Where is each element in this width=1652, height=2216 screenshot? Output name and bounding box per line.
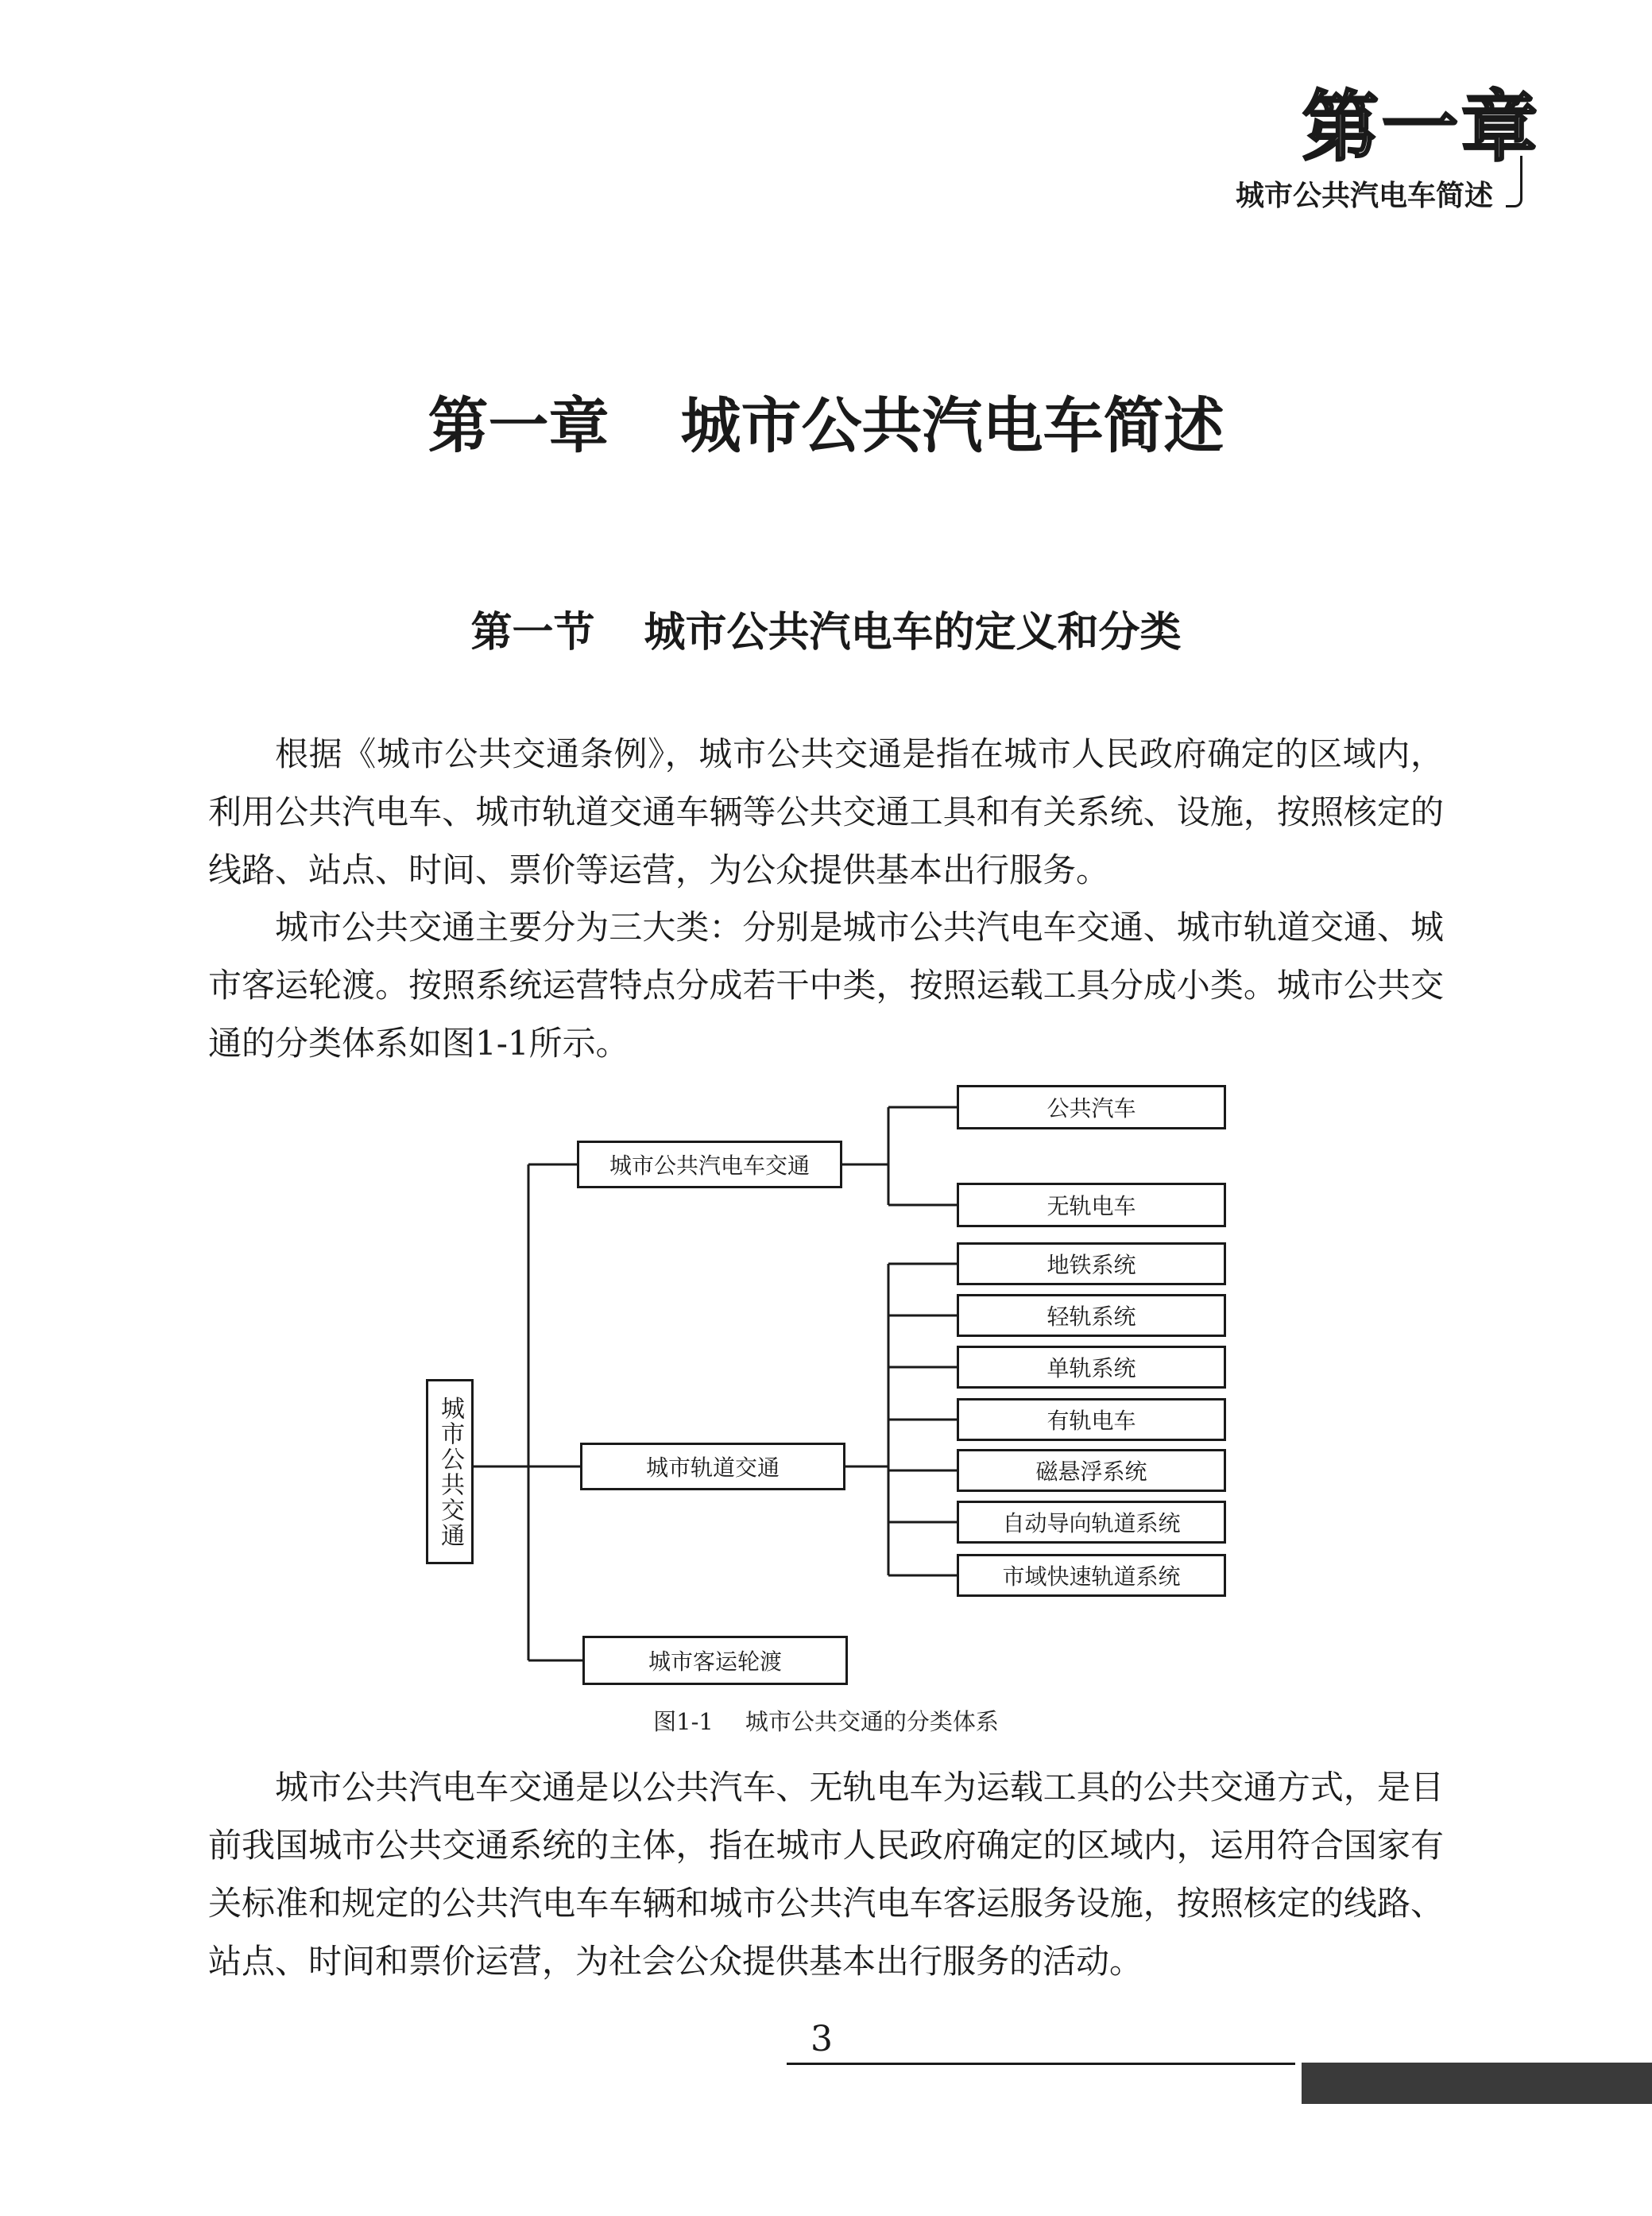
figure-caption-text: 城市公共交通的分类体系 [745,1708,999,1735]
figure-caption [0,1704,1652,1737]
diagram-leaf-box: 无轨电车 [957,1183,1226,1227]
diagram-leaf-box: 地铁系统 [957,1242,1226,1285]
page-number: 3 [811,2019,833,2059]
chapter-title: 城市公共汽电车简述 [680,390,1224,461]
body-paragraph-2: 城市公共交通主要分为三大类：分别是城市公共汽电车交通、城市轨道交通、城市客运轮渡。按照系统运营特点分成若干中类，按照运载工具分成小类。城市公共交通的分类体系如图1-1所示。 [208,908,1444,1063]
header-bracket-decoration [1506,156,1522,207]
chapter-number: 第一章 [428,390,609,461]
diagram-leaf-box: 自动导向轨道系统 [957,1501,1226,1544]
figure-caption-number: 图1-1 [653,1708,714,1735]
section-heading [0,608,1652,657]
diagram-leaf-box: 市域快速轨道系统 [957,1554,1226,1597]
diagram-category-box: 城市轨道交通 [580,1443,845,1490]
diagram-leaf-box: 公共汽车 [957,1085,1226,1129]
chapter-heading [0,389,1652,462]
running-header-subtitle: 城市公共汽电车简述 [1235,179,1493,212]
diagram-leaf-box: 单轨系统 [957,1346,1226,1389]
body-paragraph-3: 城市公共汽电车交通是以公共汽车、无轨电车为运载工具的公共交通方式，是目前我国城市公共交通系统的主体，指在城市人民政府确定的区域内，运用符合国家有关标准和规定的公共汽电车车辆和城市公共汽电车客运服务设施，按照核定的线路、站点、时间和票价运营，为社会公众提供基本出行服务的活动。 [208,1768,1444,1981]
body-paragraph-1: 根据《城市公共交通条例》，城市公共交通是指在城市人民政府确定的区域内，利用公共汽电车、城市轨道交通车辆等公共交通工具和有关系统、设施，按照核定的线路、站点、时间、票价等运营，为公众提供基本出行服务。 [208,734,1444,889]
diagram-root-box: 城市公共交通 [426,1379,474,1564]
section-number: 第一节 [470,609,595,657]
diagram-leaf-box: 轻轨系统 [957,1294,1226,1337]
diagram-category-box: 城市客运轮渡 [582,1636,848,1685]
footer-rule [787,2063,1295,2065]
diagram-category-box: 城市公共汽电车交通 [577,1141,842,1188]
diagram-leaf-box: 有轨电车 [957,1398,1226,1441]
running-header-chapter: 第一章 [1302,83,1541,172]
diagram-leaf-box: 磁悬浮系统 [957,1449,1226,1492]
footer-bar [1302,2063,1652,2104]
section-title: 城市公共汽电车的定义和分类 [644,609,1182,657]
